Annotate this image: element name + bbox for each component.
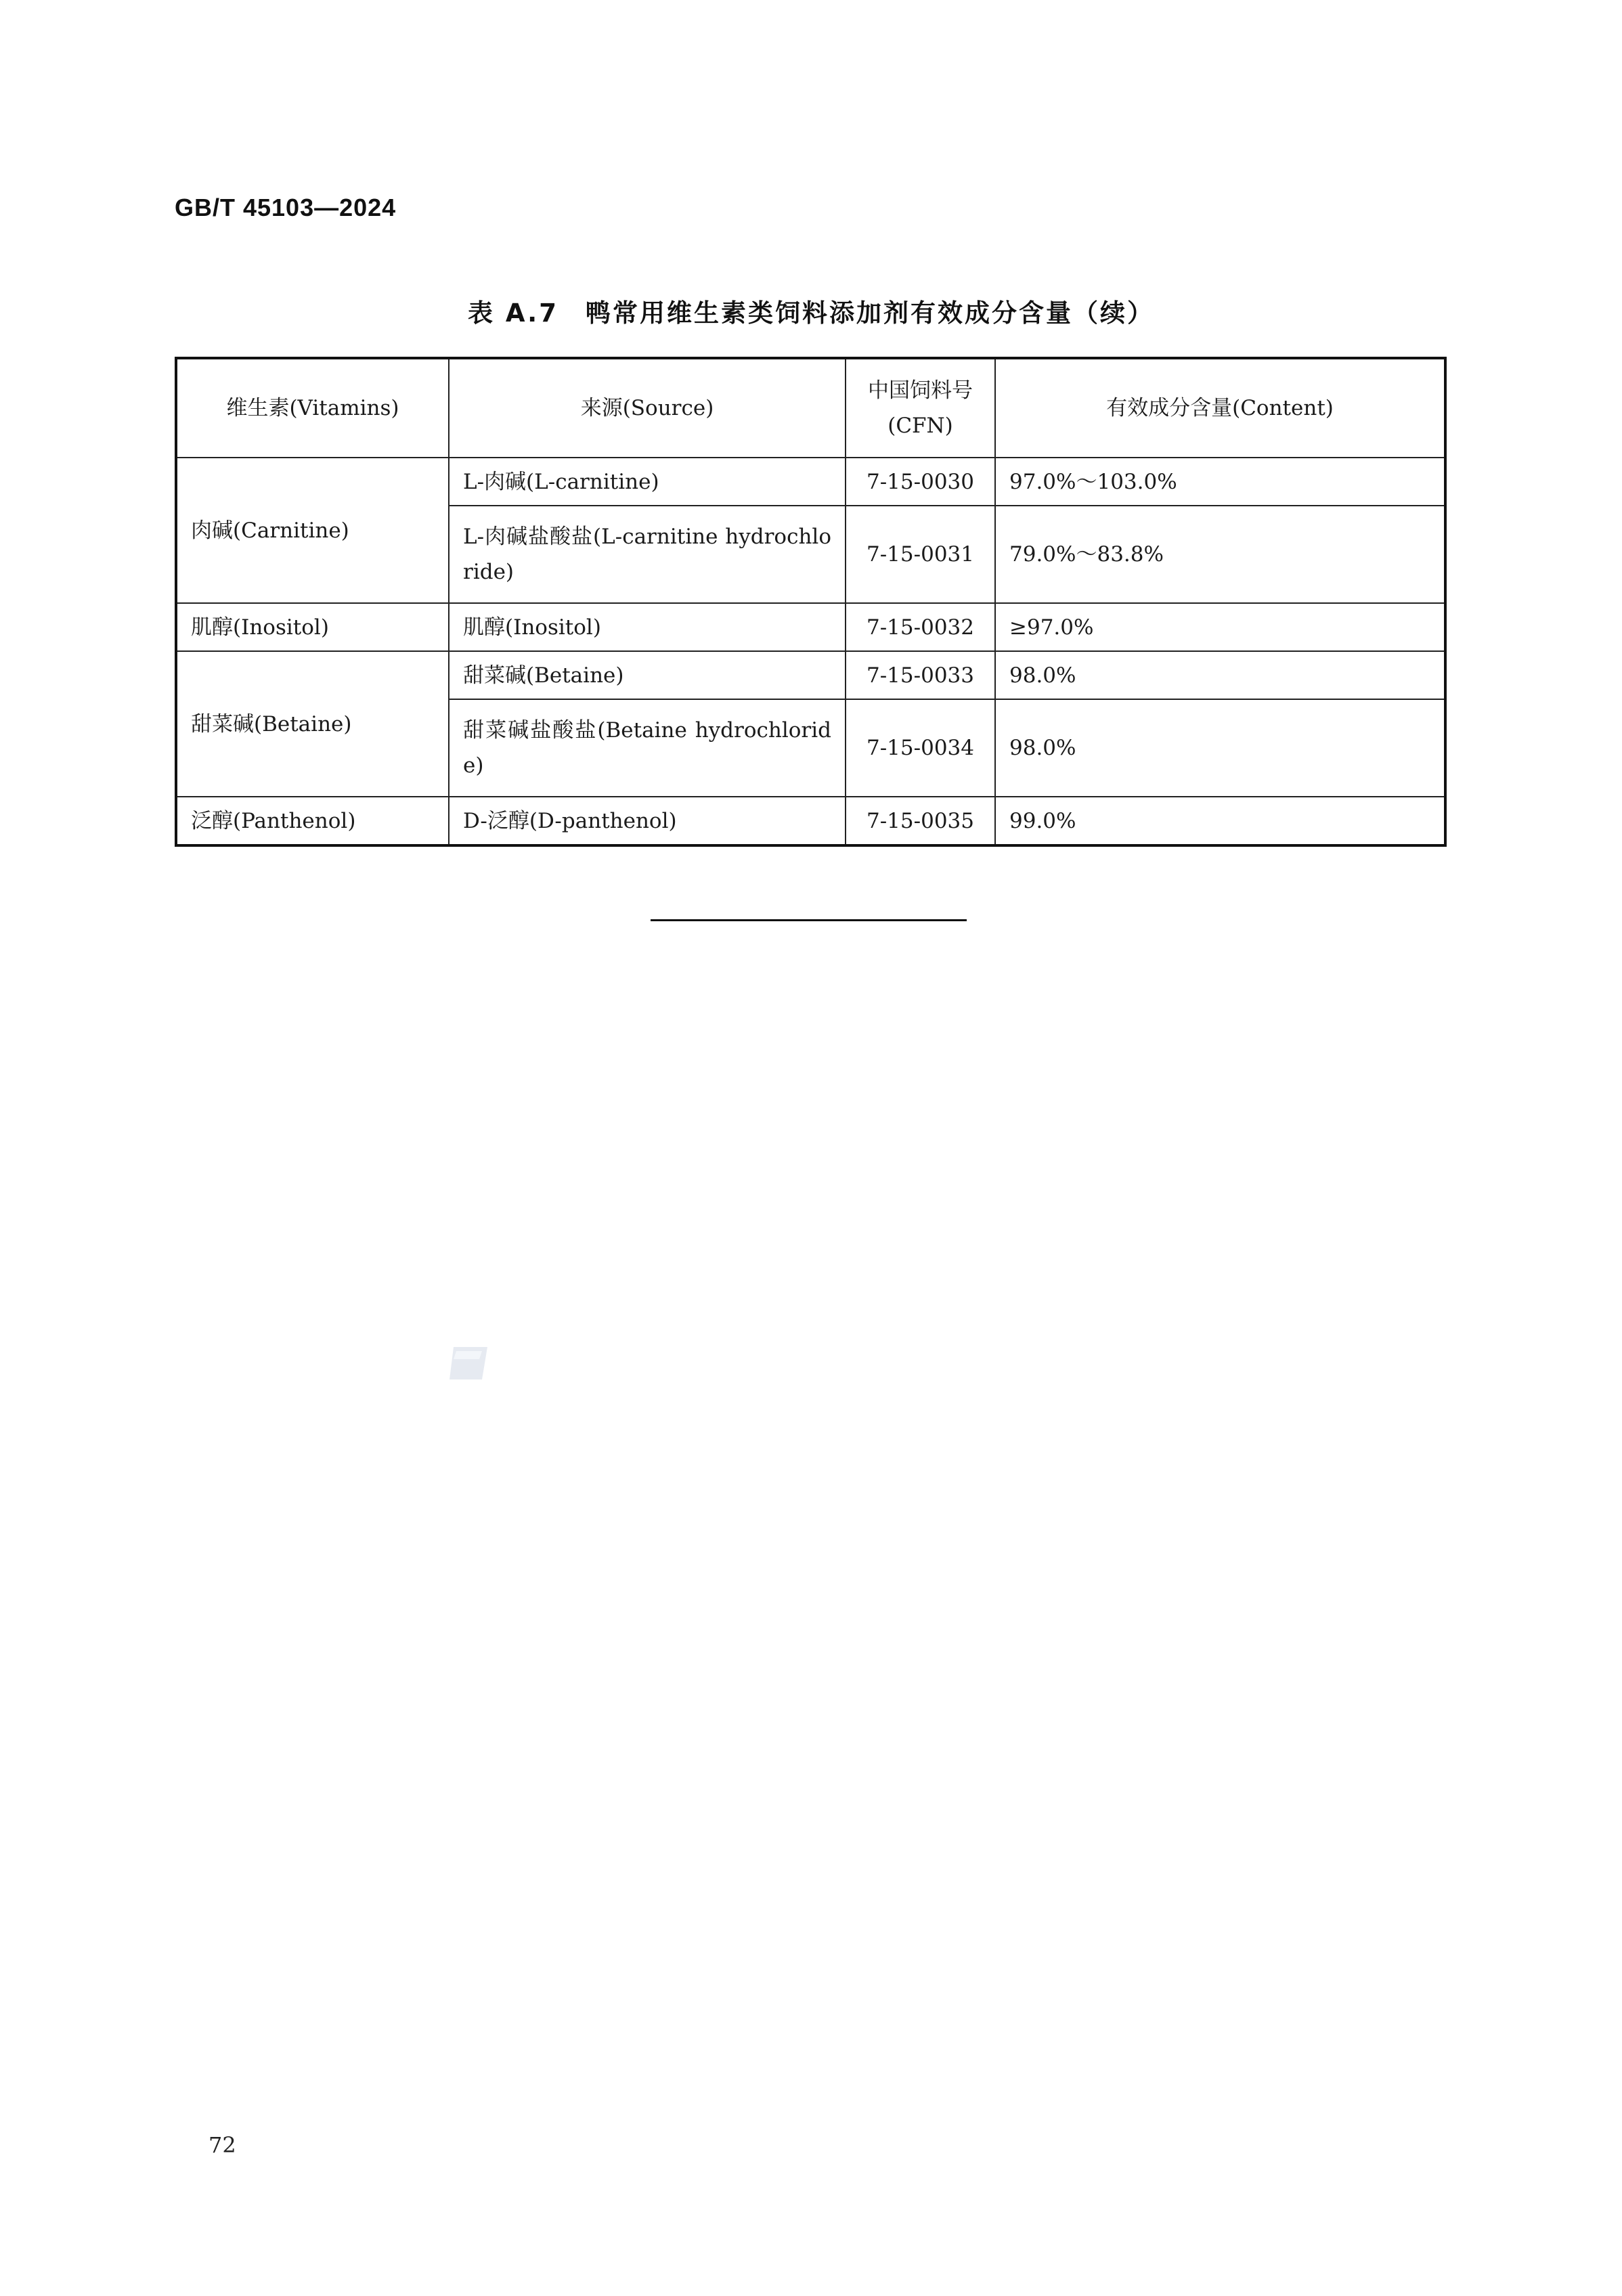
column-header-source: 来源(Source) bbox=[449, 358, 846, 458]
cfn-cell: 7-15-0034 bbox=[846, 699, 995, 797]
table-row bbox=[176, 797, 1445, 845]
cfn-cell: 7-15-0032 bbox=[846, 603, 995, 651]
table-row bbox=[176, 458, 1445, 506]
cfn-cell: 7-15-0033 bbox=[846, 651, 995, 699]
vitamin-cell: 肉碱(Carnitine) bbox=[176, 458, 449, 603]
source-cell: 甜菜碱(Betaine) bbox=[449, 651, 846, 699]
source-cell: D-泛醇(D-panthenol) bbox=[449, 797, 846, 845]
source-cell: L-肉碱(L-carnitine) bbox=[449, 458, 846, 506]
table-row bbox=[176, 651, 1445, 699]
table-end-rule bbox=[651, 919, 967, 921]
content-cell: 79.0%～83.8% bbox=[995, 506, 1445, 603]
content-cell: 99.0% bbox=[995, 797, 1445, 845]
column-header-content: 有效成分含量(Content) bbox=[995, 358, 1445, 458]
standard-code: GB/T 45103—2024 bbox=[175, 194, 397, 221]
content-cell: 98.0% bbox=[995, 699, 1445, 797]
sac-watermark-logo bbox=[447, 1344, 490, 1382]
column-header-cfn: 中国饲料号 (CFN) bbox=[846, 358, 995, 458]
column-header-vitamins: 维生素(Vitamins) bbox=[176, 358, 449, 458]
content-cell: 97.0%～103.0% bbox=[995, 458, 1445, 506]
table-caption: 表 A.7 鸭常用维生素类饲料添加剂有效成分含量（续） bbox=[467, 299, 1154, 328]
vitamin-additive-table bbox=[175, 357, 1447, 847]
content-cell: ≥97.0% bbox=[995, 603, 1445, 651]
vitamin-cell: 肌醇(Inositol) bbox=[176, 603, 449, 651]
content-cell: 98.0% bbox=[995, 651, 1445, 699]
source-cell: 肌醇(Inositol) bbox=[449, 603, 846, 651]
cfn-cell: 7-15-0035 bbox=[846, 797, 995, 845]
source-cell: L-肉碱盐酸盐(L-carnitine hydrochloride) bbox=[449, 506, 846, 603]
table-header-row bbox=[176, 358, 1445, 458]
cfn-cell: 7-15-0031 bbox=[846, 506, 995, 603]
page-number: 72 bbox=[209, 2132, 236, 2158]
vitamin-cell: 甜菜碱(Betaine) bbox=[176, 651, 449, 797]
vitamin-cell: 泛醇(Panthenol) bbox=[176, 797, 449, 845]
cfn-cell: 7-15-0030 bbox=[846, 458, 995, 506]
source-cell: 甜菜碱盐酸盐(Betaine hydrochloride) bbox=[449, 699, 846, 797]
table-row bbox=[176, 603, 1445, 651]
